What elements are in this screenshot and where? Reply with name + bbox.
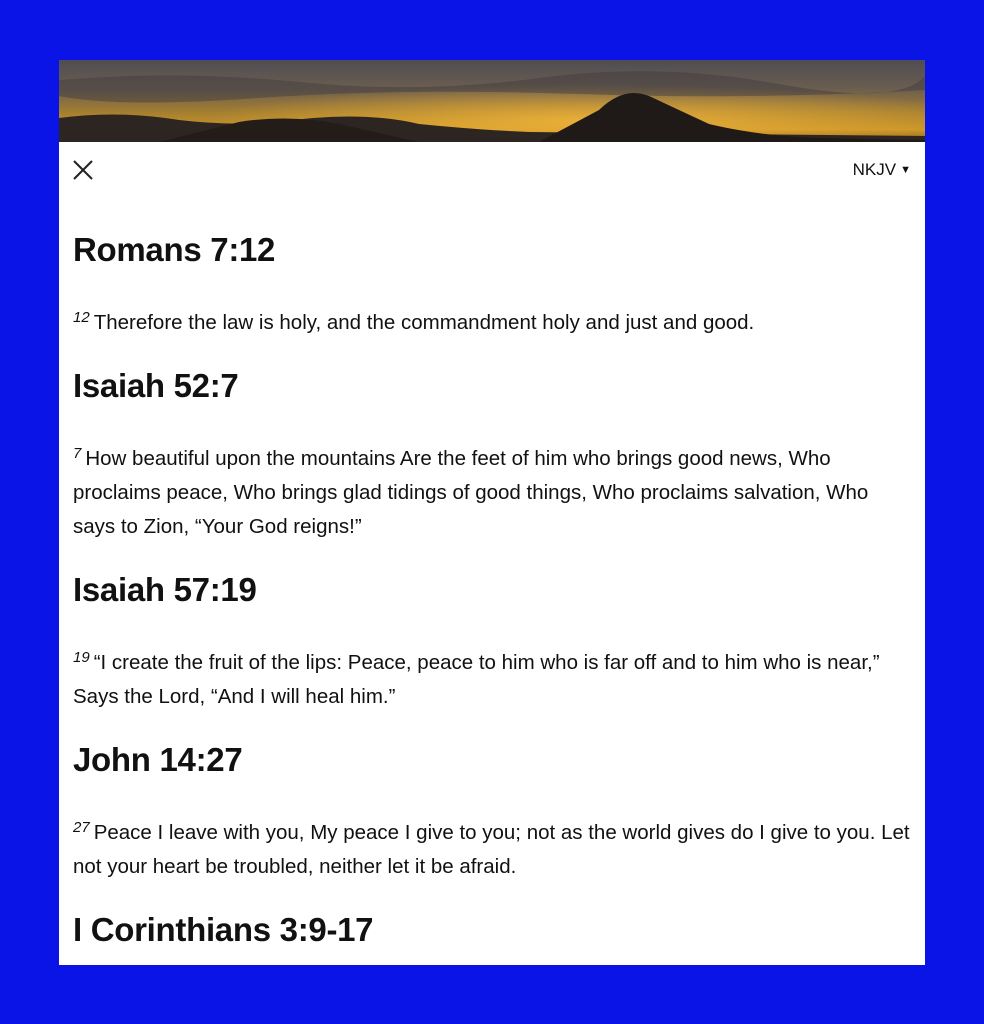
passage-reference[interactable]: Isaiah 52:7 [73, 367, 239, 404]
close-button[interactable] [69, 156, 97, 184]
verse-body: “I create the fruit of the lips: Peace, peace to him who is far off and to him who is near,” Says the Lord, “And I will heal him.” [73, 651, 880, 708]
verse-number: 19 [73, 649, 90, 666]
verse-number: 12 [73, 309, 90, 326]
passage [73, 904, 913, 956]
caret-down-icon: ▼ [900, 163, 911, 176]
verse-body: How beautiful upon the mountains Are the feet of him who brings good news, Who proclaims peace, Who brings glad tidings of good things, Who proclaims salvation, Who says to Zion, “Your God reigns!” [73, 447, 869, 538]
verse-number: 27 [73, 819, 90, 836]
passage-reference[interactable]: I Corinthians 3:9-17 [73, 911, 374, 948]
verse-panel [59, 60, 925, 965]
version-label: NKJV [852, 160, 897, 179]
passage-reference[interactable]: Isaiah 57:19 [73, 571, 257, 608]
passage-reference[interactable]: Romans 7:12 [73, 231, 276, 268]
verse-text [73, 442, 913, 544]
verse-body: Peace I leave with you, My peace I give to you; not as the world gives do I give to you. Let not your heart be troubled, neither let it be afraid. [73, 821, 910, 878]
verse-body: Therefore the law is holy, and the commandment holy and just and good. [93, 311, 755, 334]
passage [73, 734, 913, 884]
verse-text [73, 306, 913, 340]
close-icon [72, 159, 94, 181]
version-selector[interactable] [853, 160, 911, 180]
verse-number: 7 [73, 445, 82, 462]
passage [73, 564, 913, 714]
verse-text [73, 816, 913, 884]
passage-reference[interactable]: John 14:27 [73, 741, 243, 778]
verse-text [73, 646, 913, 714]
passage [73, 360, 913, 544]
passage [73, 224, 913, 340]
mountain-landscape-image [59, 60, 925, 142]
passage-list [73, 220, 913, 956]
header-banner-image [59, 60, 925, 142]
